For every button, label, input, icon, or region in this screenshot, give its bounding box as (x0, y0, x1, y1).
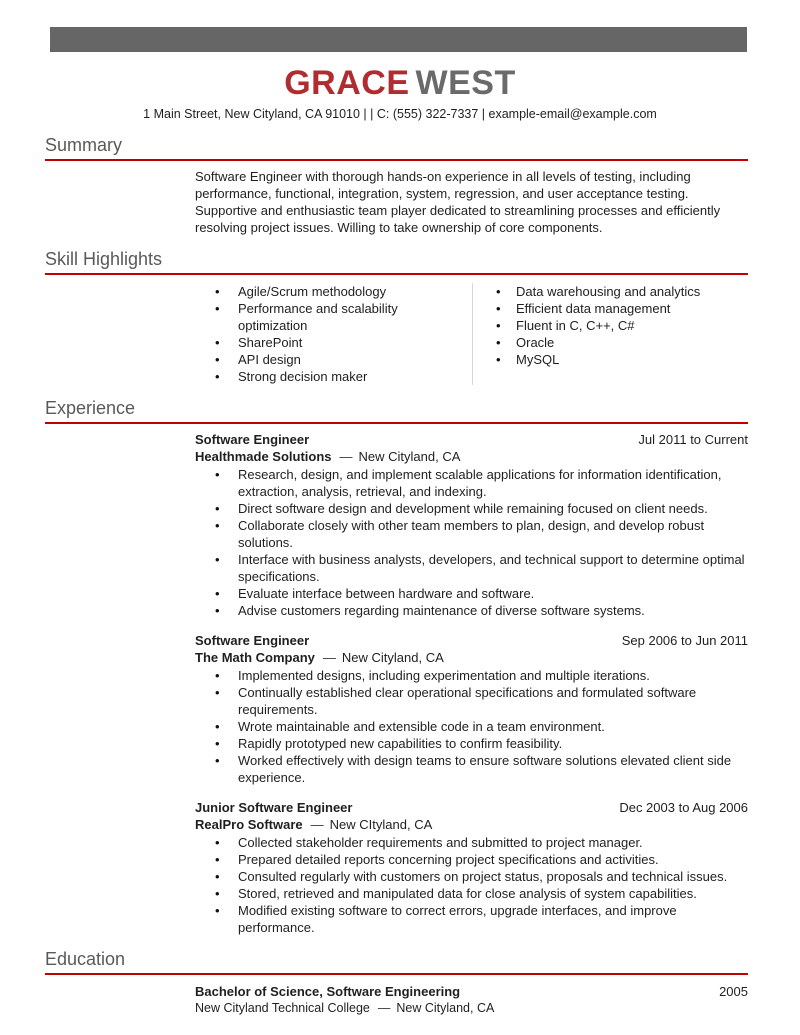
section-experience (45, 398, 748, 936)
bullet-icon: • (215, 552, 220, 567)
company-location: New CItyland, CA (329, 817, 433, 832)
bullet-icon: • (496, 284, 501, 299)
jobs-list (195, 431, 748, 936)
skill-item (496, 283, 748, 300)
company-location: New Cityland, CA (341, 650, 444, 665)
company-name: Healthmade Solutions (195, 449, 332, 464)
bullet-icon: • (215, 501, 220, 516)
bullet-text: Prepared detailed reports concerning project specifications and activities. (238, 852, 659, 867)
skill-item (496, 300, 748, 317)
job-header (195, 632, 748, 649)
bullet-icon: • (215, 869, 220, 884)
bullet-icon: • (215, 835, 220, 850)
bullet-icon: • (215, 736, 220, 751)
bullet-icon: • (215, 586, 220, 601)
skill-item (195, 283, 462, 300)
education-heading: Education (45, 949, 748, 975)
bullet-text: Rapidly prototyped new capabilities to confirm feasibility. (238, 736, 563, 751)
bullet-icon: • (496, 301, 501, 316)
bullet-icon: • (215, 369, 220, 384)
bullet-icon: • (215, 518, 220, 533)
job-bullet (195, 735, 748, 752)
bullet-icon: • (215, 335, 220, 350)
bullet-text: Agile/Scrum methodology (238, 284, 387, 299)
job-bullet (195, 752, 748, 786)
job-title: Junior Software Engineer (195, 800, 353, 815)
summary-text: Software Engineer with thorough hands-on experience in all levels of testing, including performance, functional, integration, system, regression, and user acceptance testing. Supportive and enthusiastic team player dedicated to streamlining processes and efficiently resolving project issues. Willing to take ownership of core components. (195, 169, 721, 235)
job-bullet (195, 885, 748, 902)
candidate-last-name: WEST (415, 64, 516, 102)
school-name: New Cityland Technical College (195, 1001, 370, 1015)
job-dates: Jul 2011 to Current (638, 432, 748, 447)
job-header (195, 799, 748, 816)
dash-separator: — (377, 1001, 391, 1015)
dash-separator: — (322, 650, 336, 665)
bullet-text: Stored, retrieved and manipulated data for close analysis of system capabilities. (238, 886, 697, 901)
skill-item (195, 368, 462, 385)
skill-item (496, 351, 748, 368)
bullet-text: Interface with business analysts, developers, and technical support to determine optimal specifications. (238, 552, 745, 584)
job-bullet (195, 551, 748, 585)
bullet-text: Collected stakeholder requirements and submitted to project manager. (238, 835, 643, 850)
bullet-text: Data warehousing and analytics (516, 284, 701, 299)
bullet-text: SharePoint (238, 335, 303, 350)
degree-title: Bachelor of Science, Software Engineering (195, 984, 461, 999)
job-bullets (195, 466, 748, 619)
experience-heading: Experience (45, 398, 748, 424)
bullet-icon: • (496, 352, 501, 367)
job-title: Software Engineer (195, 633, 310, 648)
skill-item (195, 334, 462, 351)
company-name: RealPro Software (195, 817, 303, 832)
job-bullet (195, 602, 748, 619)
bullet-icon: • (215, 753, 220, 768)
company-line (195, 816, 748, 833)
bullet-icon: • (215, 352, 220, 367)
bullet-text: Oracle (516, 335, 555, 350)
job-entry (195, 431, 748, 619)
bullet-text: Collaborate closely with other team members to plan, design, and develop robust solutions. (238, 518, 705, 550)
section-summary (45, 135, 748, 236)
bullet-icon: • (215, 719, 220, 734)
candidate-first-name: GRACE (284, 64, 410, 102)
school-location: New Cityland, CA (396, 1001, 495, 1015)
job-bullet (195, 466, 748, 500)
job-bullet (195, 500, 748, 517)
bullet-text: Efficient data management (516, 301, 671, 316)
contact-line: 1 Main Street, New Cityland, CA 91010 | | C: (555) 322-7337 | example-email@example.com (143, 107, 657, 121)
section-education (45, 949, 748, 1017)
skill-item (195, 351, 462, 368)
graduation-year: 2005 (719, 984, 748, 999)
skill-item (496, 317, 748, 334)
job-header (195, 431, 748, 448)
summary-heading: Summary (45, 135, 748, 161)
company-line (195, 448, 748, 465)
job-entry (195, 632, 748, 786)
job-entry (195, 799, 748, 936)
company-name: The Math Company (195, 650, 315, 665)
job-bullet (195, 834, 748, 851)
company-line (195, 649, 748, 666)
bullet-text: Performance and scalability optimization (238, 301, 398, 333)
job-bullet (195, 851, 748, 868)
resume-header (0, 0, 800, 121)
dash-separator: — (310, 817, 324, 832)
job-bullet (195, 585, 748, 602)
bullet-text: API design (238, 352, 301, 367)
header-bar (50, 27, 747, 52)
job-bullet (195, 684, 748, 718)
job-bullet (195, 517, 748, 551)
education-entry (195, 983, 748, 1017)
bullet-text: Modified existing software to correct errors, upgrade interfaces, and improve performance. (238, 903, 677, 935)
bullet-icon: • (215, 852, 220, 867)
bullet-icon: • (215, 668, 220, 683)
bullet-text: Strong decision maker (238, 369, 368, 384)
bullet-icon: • (215, 467, 220, 482)
bullet-text: Direct software design and development while remaining focused on client needs. (238, 501, 708, 516)
company-location: New Cityland, CA (358, 449, 461, 464)
bullet-icon: • (496, 335, 501, 350)
bullet-text: Worked effectively with design teams to ensure software solutions elevated client side experience. (238, 753, 732, 785)
job-dates: Sep 2006 to Jun 2011 (621, 633, 748, 648)
job-bullet (195, 902, 748, 936)
bullet-icon: • (215, 284, 220, 299)
job-bullet (195, 718, 748, 735)
skill-highlights-heading: Skill Highlights (45, 249, 748, 275)
bullet-text: Advise customers regarding maintenance of diverse software systems. (238, 603, 645, 618)
bullet-text: Implemented designs, including experimentation and multiple iterations. (238, 668, 650, 683)
bullet-text: Consulted regularly with customers on project status, proposals and technical issues. (238, 869, 728, 884)
job-bullet (195, 667, 748, 684)
bullet-text: MySQL (516, 352, 560, 367)
job-dates: Dec 2003 to Aug 2006 (619, 800, 748, 815)
bullet-icon: • (215, 301, 220, 316)
bullet-icon: • (215, 685, 220, 700)
bullet-text: Research, design, and implement scalable applications for information identification, extraction, analysis, retrieval, and indexing. (238, 467, 722, 499)
section-skill-highlights (45, 249, 748, 385)
bullet-text: Fluent in C, C++, C# (516, 318, 635, 333)
bullet-icon: • (215, 603, 220, 618)
bullet-icon: • (496, 318, 501, 333)
job-bullets (195, 667, 748, 786)
bullet-text: Wrote maintainable and extensible code in a team environment. (238, 719, 605, 734)
job-bullet (195, 868, 748, 885)
skills-column-left (195, 283, 473, 385)
skills-columns (195, 283, 748, 385)
resume-body (45, 135, 748, 1017)
skill-item (195, 300, 462, 334)
job-title: Software Engineer (195, 432, 310, 447)
bullet-icon: • (215, 903, 220, 918)
bullet-text: Evaluate interface between hardware and software. (238, 586, 535, 601)
skill-item (496, 334, 748, 351)
job-bullets (195, 834, 748, 936)
candidate-name (0, 64, 800, 102)
bullet-text: Continually established clear operational specifications and formulated software requirements. (238, 685, 697, 717)
skills-column-right (473, 283, 748, 385)
bullet-icon: • (215, 886, 220, 901)
dash-separator: — (339, 449, 353, 464)
